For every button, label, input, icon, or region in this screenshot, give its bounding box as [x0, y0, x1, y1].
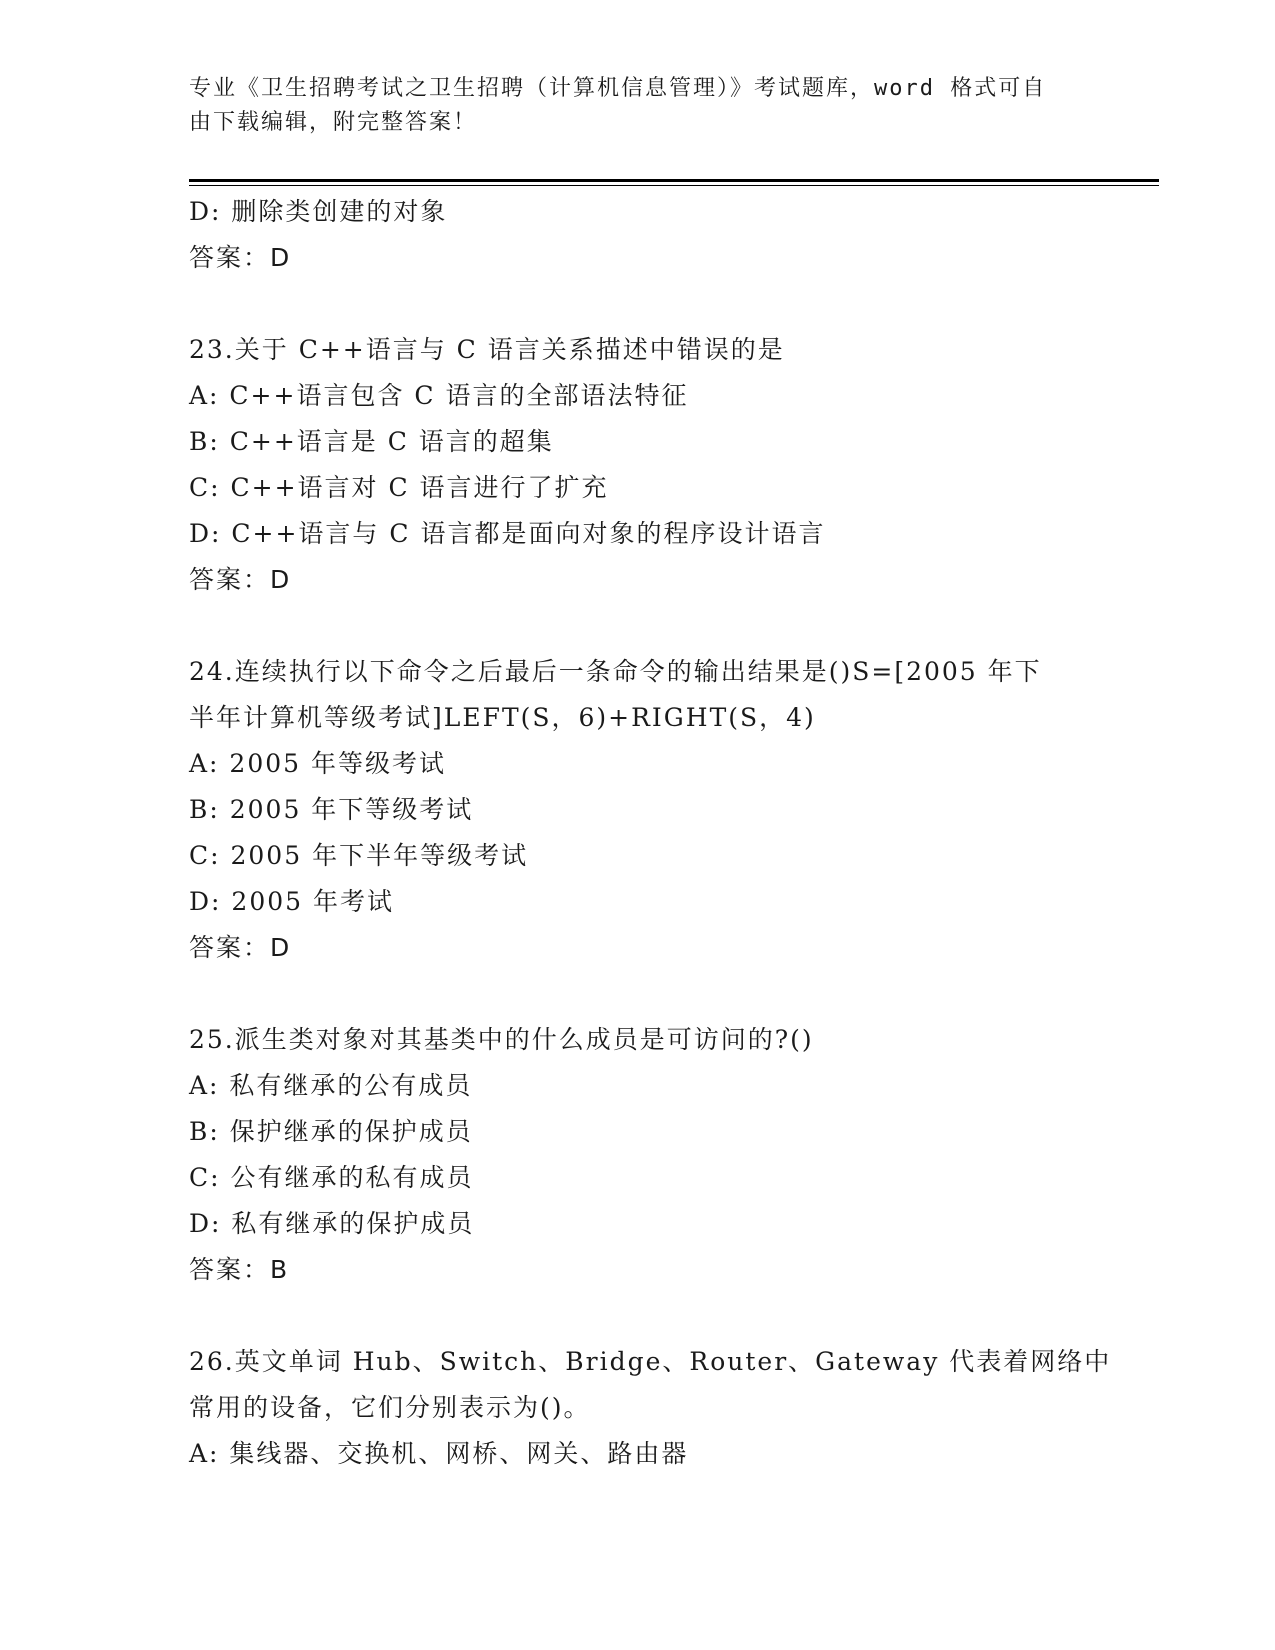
document-header [189, 72, 1089, 140]
answer-line: 答案：D [189, 565, 292, 594]
option-a: A: C++语言包含 C 语言的全部语法特征 [189, 381, 689, 410]
option-c: C: 2005 年下半年等级考试 [189, 841, 529, 870]
option-b: B: C++语言是 C 语言的超集 [189, 427, 554, 456]
option-d: D: 私有继承的保护成员 [189, 1209, 475, 1238]
question-stem: 24.连续执行以下命令之后最后一条命令的输出结果是()S=[2005 年下 [189, 657, 1042, 686]
option-c: C: C++语言对 C 语言进行了扩充 [189, 473, 609, 502]
option-a: A: 2005 年等级考试 [189, 749, 446, 778]
option-d: D: 2005 年考试 [189, 887, 394, 916]
question-25 [189, 1017, 1089, 1293]
header-line-2: 由下载编辑，附完整答案！ [189, 110, 478, 135]
question-24 [189, 649, 1089, 971]
header-divider-thick [189, 179, 1159, 182]
spacer [189, 603, 1089, 649]
question-stem-continued: 半年计算机等级考试]LEFT(S，6)+RIGHT(S，4) [189, 703, 816, 732]
question-list [189, 189, 1112, 1477]
header-divider-thin [189, 185, 1159, 186]
question-26 [189, 1339, 1112, 1477]
spacer [189, 971, 1089, 1017]
question-stem-continued: 常用的设备，它们分别表示为()。 [189, 1393, 591, 1422]
question-stem: 25.派生类对象对其基类中的什么成员是可访问的?() [189, 1025, 814, 1054]
option-b: B: 2005 年下等级考试 [189, 795, 474, 824]
answer-line: 答案：D [189, 243, 292, 272]
option-d: D: C++语言与 C 语言都是面向对象的程序设计语言 [189, 519, 826, 548]
option-a: A: 私有继承的公有成员 [189, 1071, 473, 1100]
header-line-1: 专业《卫生招聘考试之卫生招聘（计算机信息管理）》考试题库，word 格式可自 [189, 76, 1047, 101]
spacer [189, 281, 1089, 327]
spacer [189, 1293, 1089, 1339]
option-d: D: 删除类创建的对象 [189, 197, 448, 226]
question-stem: 26.英文单词 Hub、Switch、Bridge、Router、Gateway 代表着网络中 [189, 1347, 1112, 1376]
answer-line: 答案：B [189, 1255, 290, 1284]
question-23 [189, 327, 1089, 603]
question-stem: 23.关于 C++语言与 C 语言关系描述中错误的是 [189, 335, 785, 364]
option-b: B: 保护继承的保护成员 [189, 1117, 473, 1146]
answer-line: 答案：D [189, 933, 292, 962]
partial-question-22 [189, 189, 1089, 281]
option-c: C: 公有继承的私有成员 [189, 1163, 474, 1192]
option-a: A: 集线器、交换机、网桥、网关、路由器 [189, 1439, 689, 1468]
